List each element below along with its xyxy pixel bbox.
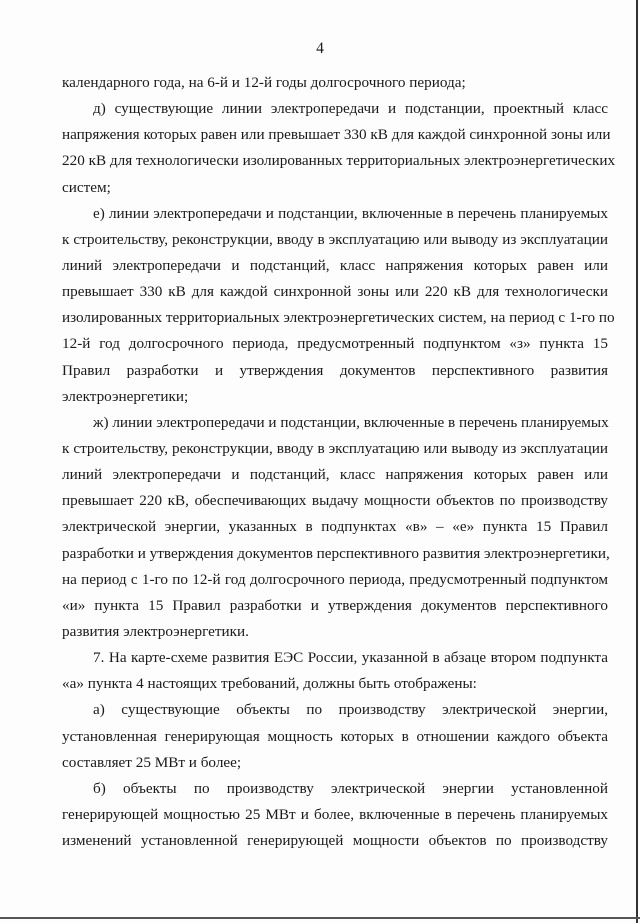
- text-line: 12-й год долгосрочного периода, предусмотренный подпунктом «з» пункта 15: [62, 335, 608, 353]
- text-line: на период с 1-го по 12-й год долгосрочного периода, предусмотренный подпунктом: [62, 570, 608, 588]
- text-line: ж) линии электропередачи и подстанции, включенные в перечень планируемых: [93, 413, 609, 431]
- text-line: изолированных территориальных электроэнергетических систем, на период с 1-го по: [62, 309, 615, 327]
- scan-edge-right: [636, 0, 638, 923]
- text-line: календарного года, на 6-й и 12-й годы долгосрочного периода;: [62, 74, 466, 91]
- text-line: е) линии электропередачи и подстанции, включенные в перечень планируемых: [93, 204, 608, 222]
- text-line: линий электропередачи и подстанций, класс напряжения которых равен или: [62, 256, 608, 274]
- text-line: «а» пункта 4 настоящих требований, должны быть отображены:: [62, 675, 477, 693]
- text-line: линий электропередачи и подстанций, класс напряжения которых равен или: [62, 466, 608, 484]
- text-line: а) существующие объекты по производству электрической энергии,: [93, 701, 608, 719]
- text-line: «и» пункта 15 Правил разработки и утверждения документов перспективного: [62, 596, 608, 614]
- text-line: д) существующие линии электропередачи и подстанции, проектный класс: [93, 100, 608, 118]
- document-body: [62, 70, 616, 854]
- text-line: 7. На карте-схеме развития ЕЭС России, указанной в абзаце втором подпункта: [93, 649, 608, 667]
- text-line: изменений установленной генерирующей мощности объектов по производству: [62, 832, 608, 850]
- text-line: разработки и утверждения документов перспективного развития электроэнергетики,: [62, 544, 610, 562]
- scan-edge-bottom: [0, 917, 640, 919]
- text-line: к строительству, реконструкции, вводу в эксплуатацию или выводу из эксплуатации: [62, 230, 608, 248]
- text-line: электрической энергии, указанных в подпунктах «в» – «е» пункта 15 Правил: [62, 518, 608, 536]
- text-line: генерирующей мощностью 25 МВт и более, включенные в перечень планируемых: [62, 805, 608, 823]
- text-line: напряжения которых равен или превышает 330 кВ для каждой синхронной зоны или: [62, 126, 611, 144]
- text-line: превышает 330 кВ для каждой синхронной зоны или 220 кВ для технологически: [62, 283, 608, 301]
- text-line: развития электроэнергетики.: [62, 622, 249, 640]
- text-line: систем;: [62, 178, 111, 196]
- text-line: Правил разработки и утверждения документов перспективного развития: [62, 361, 608, 379]
- text-line: составляет 25 МВт и более;: [62, 753, 242, 771]
- text-line: превышает 220 кВ, обеспечивающих выдачу мощности объектов по производству: [62, 492, 608, 510]
- text-line: 220 кВ для технологически изолированных территориальных электроэнергетических: [62, 152, 616, 170]
- text-line: электроэнергетики;: [62, 387, 189, 405]
- text-line: установленная генерирующая мощность которых в отношении каждого объекта: [62, 727, 608, 745]
- text-line: к строительству, реконструкции, вводу в эксплуатацию или выводу из эксплуатации: [62, 439, 608, 457]
- text-line: б) объекты по производству электрической энергии установленной: [93, 779, 608, 797]
- page-number: 4: [316, 40, 324, 57]
